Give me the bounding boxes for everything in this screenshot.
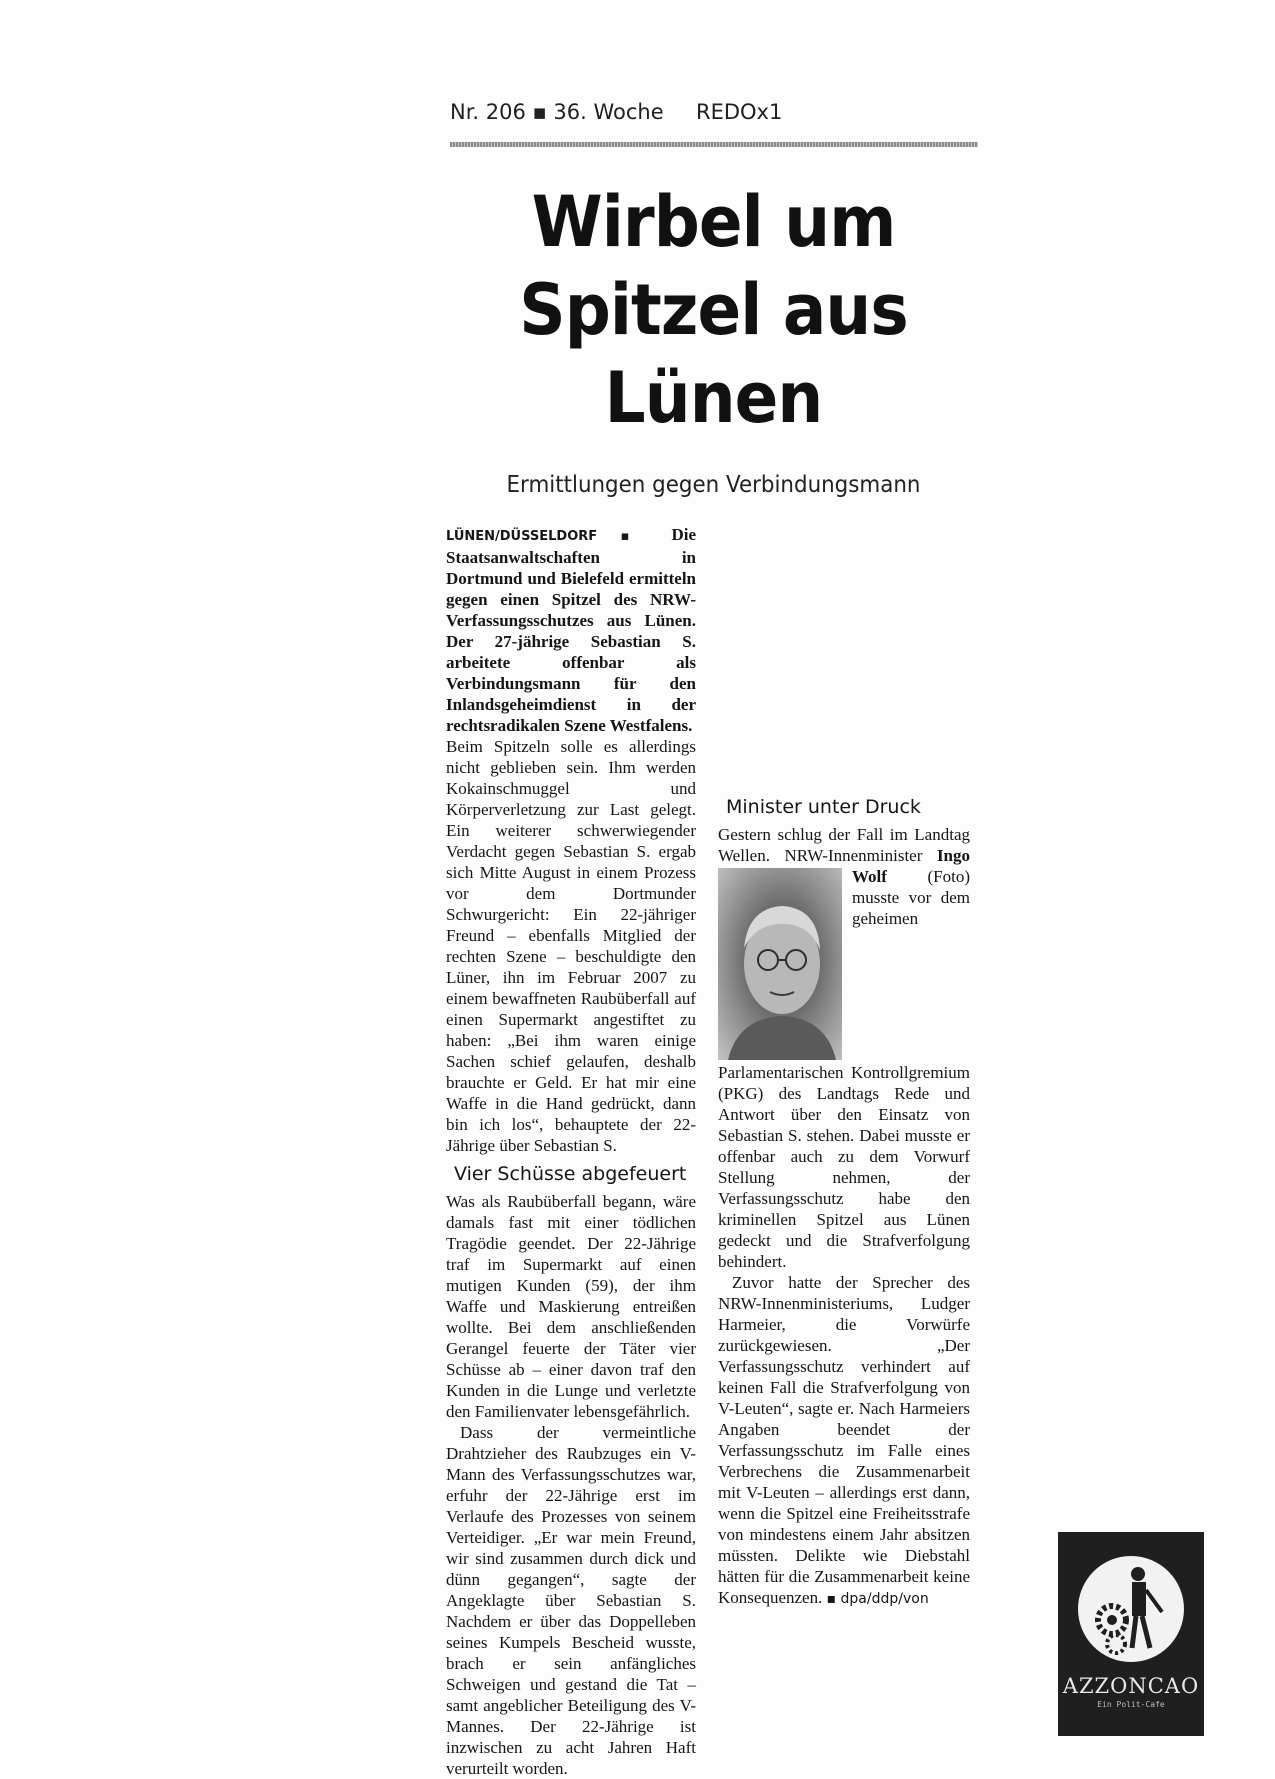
- body-paragraph-3: Dass der vermeintliche Drahtzieher des Raubzuges ein V-Mann des Verfassungsschutzes war, erfuhr der 22-Jährige erst im Verlaufe des Prozesses von seinem Verteidiger. „Er war mein Freund, wir sind zusammen durch dick und dünn gegangen“, sagte der Angeklagte über Sebastian S. Nachdem er über das Doppelleben seines Kumpels Bescheid wusste, brach er sein anfängliches Schweigen und gestand die Tat – samt angeblicher Beteiligung des V-Mannes. Der 22-Jährige ist inzwischen zu acht Jahren Haft verurteilt worden.: [446, 1423, 696, 1778]
- article-column-2: [718, 524, 970, 1610]
- minister-text-end: (Foto) musste vor dem geheimen Parlamentarischen Kontrollgremium (PKG) des Landtags Rede und Antwort über den Einsatz von Sebastian S. stehen. Dabei musste er offenbar auch zu dem Vorwurf Stellung nehmen, der Verfassungsschutz habe den kriminellen Spitzel aus Lünen gedeckt und die Strafverfolgung behindert.: [718, 867, 970, 1271]
- lead-paragraph: [446, 524, 696, 736]
- column-2-continuation-space: [718, 524, 970, 789]
- dateline: LÜNEN/DÜSSELDORF ▪: [446, 529, 649, 544]
- body-paragraph-1: Beim Spitzeln solle es allerdings nicht geblieben sein. Ihm werden Kokainschmuggel und Körperverletzung zur Last gelegt. Ein weiterer schwerwiegender Verdacht gegen Sebastian S. ergab sich Mitte August in einem Prozess vor dem Dortmunder Schwurgericht: Ein 22-jähriger Freund – ebenfalls Mitglied der rechten Szene – beschuldigte den Lüner, ihn im Februar 2007 zu einem bewaffneten Raubüberfall auf einen Supermarkt angestiftet zu haben: „Bei ihm waren einige Sachen schief gelaufen, deshalb brauchte er Geld. Er hat mir eine Waffe in die Hand gedrückt, dann bin ich los“, behauptete der 22-Jährige über Sebastian S.: [446, 737, 696, 1155]
- minister-name: Ingo Wolf: [852, 846, 971, 886]
- body-paragraph-4: [718, 824, 970, 1272]
- stamp-tagline: Ein Polit-Cafe: [1097, 1700, 1165, 1709]
- issue-number: Nr. 206 ▪ 36. Woche: [450, 100, 664, 124]
- article-column-1: [446, 524, 696, 1779]
- article-subheadline: Ermittlungen gegen Verbindungsmann: [506, 472, 921, 498]
- source-credit: ▪ dpa/ddp/von: [826, 1591, 929, 1607]
- body-paragraph-5: [718, 1272, 970, 1610]
- article-headline: Wirbel um Spitzel aus Lünen: [519, 181, 908, 439]
- lead-text: Die Staatsanwaltschaften in Dortmund und Bielefeld ermitteln gegen einen Spitzel des NRW-Verfassungsschutzes aus Lünen. Der 27-jährige Sebastian S. arbeitete offenbar als Verbindungsmann für den Inlandsgeheimdienst in der rechtsradikalen Szene Westfalens.: [446, 525, 696, 735]
- header-rule: [450, 142, 978, 147]
- edition-code: REDOx1: [696, 100, 783, 124]
- subhead-minister: Minister unter Druck: [726, 796, 921, 818]
- minister-text-start: Gestern schlug der Fall im Landtag Wellen. NRW-Innenminister: [718, 825, 970, 865]
- azzoncao-stamp: [1058, 1532, 1204, 1736]
- body-paragraph-5-text: Zuvor hatte der Sprecher des NRW-Innenministeriums, Ludger Harmeier, die Vorwürfe zurückgewiesen. „Der Verfassungsschutz verhindert auf keinen Fall die Strafverfolgung von V-Leuten“, sagte er. Nach Harmeiers Angaben beendet der Verfassungsschutz im Falle eines Verbrechens die Zusammenarbeit mit V-Leuten – allerdings erst dann, wenn die Spitzel eine Freiheitsstrafe von mindestens einem Jahr absitzen müssten. Delikte wie Diebstahl hätten für die Zusammenarbeit keine Konsequenzen.: [718, 1273, 970, 1607]
- subhead-shots: Vier Schüsse abgefeuert: [454, 1163, 687, 1185]
- worker-figure-icon: [1092, 1562, 1172, 1658]
- minister-photo: [718, 868, 842, 1060]
- body-paragraph-2: Was als Raubüberfall begann, wäre damals fast mit einer tödlichen Tragödie geendet. Der 22-Jährige traf im Supermarkt auf einen mutigen Kunden (59), der ihm Waffe und Maskierung entreißen wollte. Bei dem anschließenden Gerangel feuerte der Täter vier Schüsse ab – einer davon traf den Kunden in die Lunge und verletzte den Familienvater lebensgefährlich.: [446, 1192, 696, 1421]
- stamp-name: AZZONCAO: [1062, 1674, 1200, 1698]
